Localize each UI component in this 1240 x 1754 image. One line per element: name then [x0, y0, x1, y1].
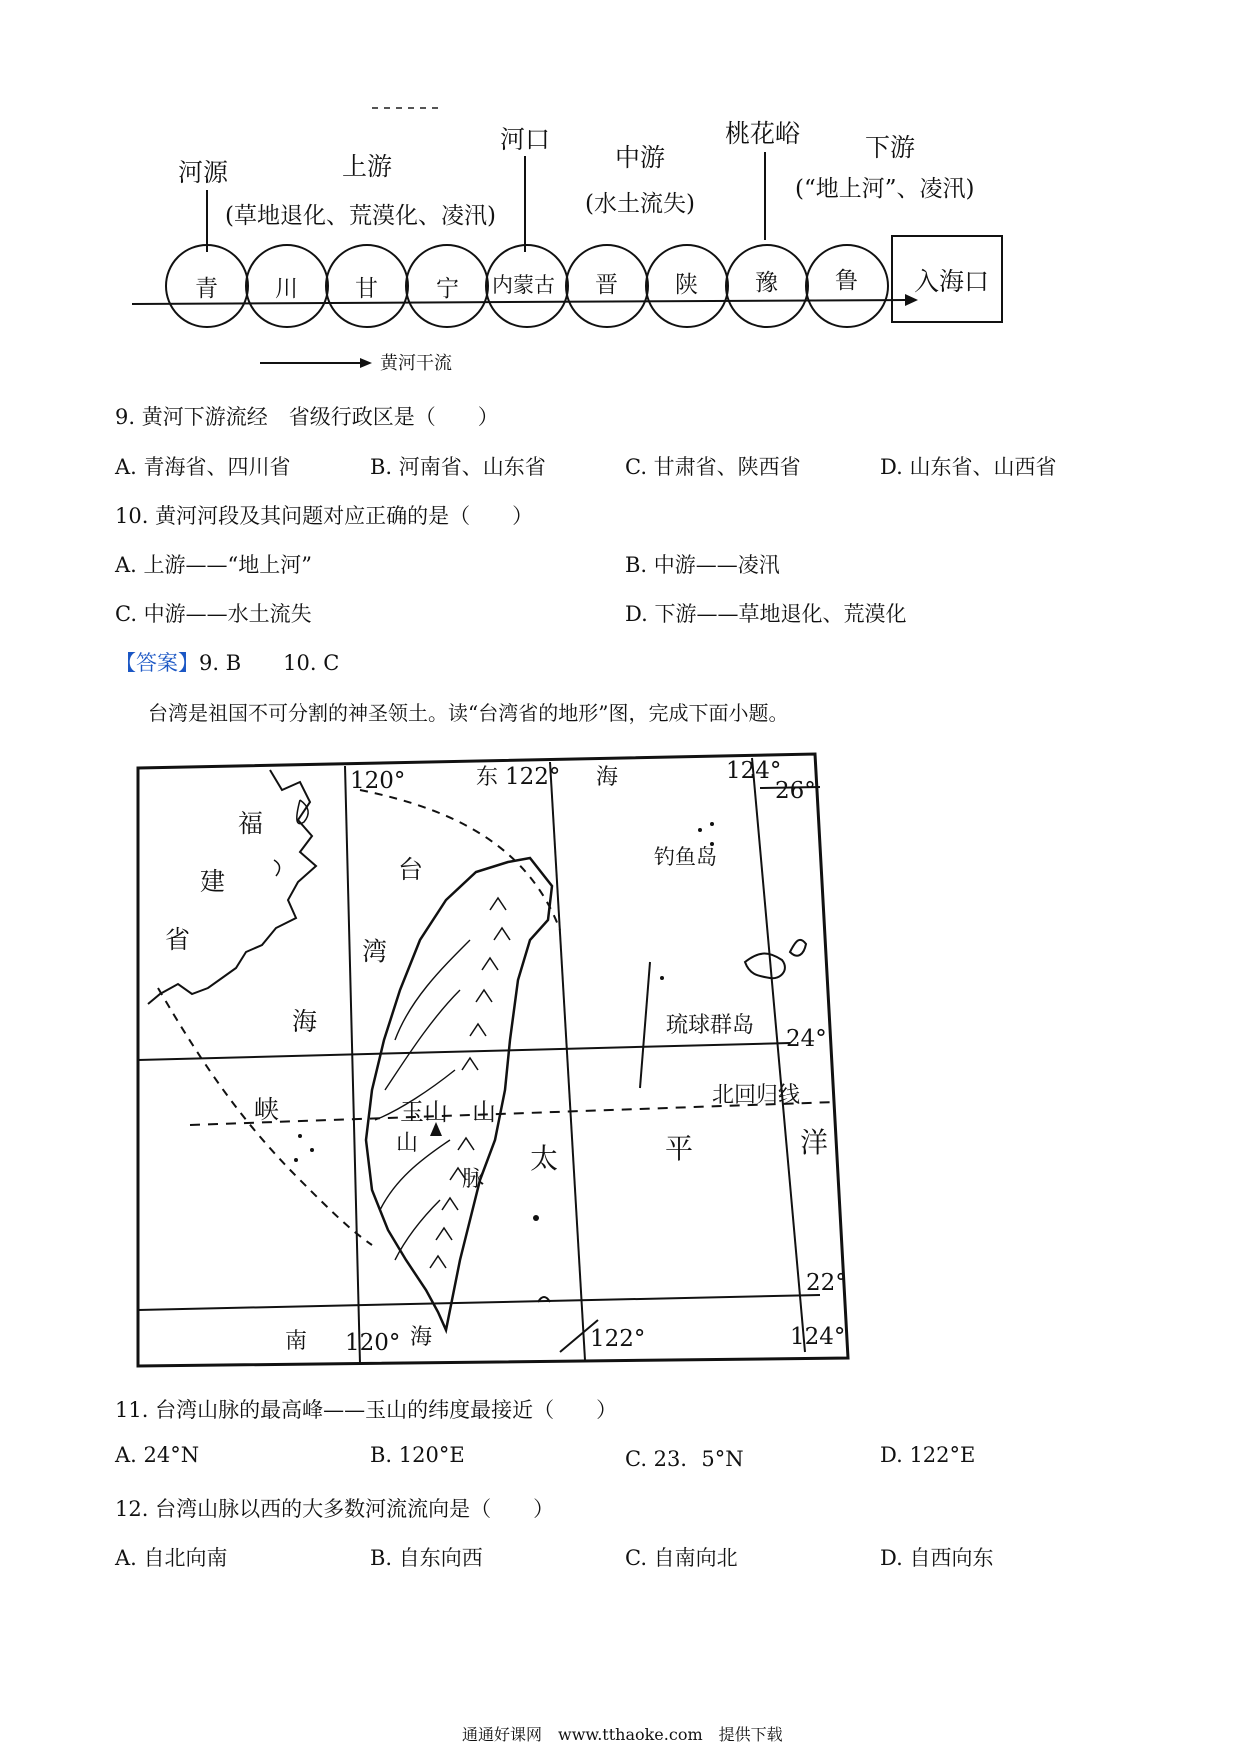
- map-shan-a: 山: [472, 1098, 496, 1126]
- label-lower-reach: 下游: [865, 133, 916, 162]
- map-east-sea-b: 海: [596, 765, 619, 790]
- province-yu: 豫: [755, 270, 778, 296]
- map-fu: 福: [238, 809, 264, 838]
- map-tai: 台: [398, 855, 424, 884]
- q9-option-c: C. 甘肃省、陕西省: [625, 455, 801, 479]
- map-lat22: 22°: [806, 1270, 847, 1296]
- q11-option-b: B. 120°E: [370, 1443, 465, 1467]
- label-sea-mouth: 入海口: [914, 267, 990, 296]
- map-shan-b: 山: [396, 1131, 419, 1156]
- map-south-b: 海: [410, 1325, 433, 1350]
- q10-option-a: A. 上游——“地上河”: [115, 553, 312, 577]
- taiwan-island: [366, 858, 552, 1330]
- question-12-stem: 12. 台湾山脉以西的大多数河流流向是（ ）: [115, 1497, 555, 1521]
- map-frame: [138, 754, 848, 1366]
- q12-option-d: D. 自西向东: [880, 1546, 994, 1570]
- taiwan-terrain-map: [0, 740, 1240, 1380]
- yellow-river-diagram: [0, 90, 1240, 380]
- map-wan: 湾: [362, 937, 388, 966]
- map-east-sea-a: 东: [476, 765, 499, 790]
- q11-option-a: A. 24°N: [115, 1443, 200, 1467]
- map-pacific-a: 太: [530, 1142, 559, 1175]
- label-taohuayu: 桃花峪: [725, 119, 801, 148]
- map-mai: 脉: [462, 1167, 485, 1192]
- label-middle-issues: (水土流失): [585, 191, 695, 217]
- province-jin: 晋: [595, 272, 618, 298]
- answer-line: [115, 647, 339, 677]
- q11-option-d: D. 122°E: [880, 1443, 976, 1467]
- province-chuan: 川: [275, 276, 298, 302]
- map-jian: 建: [200, 867, 226, 896]
- label-middle-reach: 中游: [615, 143, 666, 172]
- q9-option-d: D. 山东省、山西省: [880, 455, 1057, 479]
- map-lat26: 26°: [775, 778, 816, 804]
- q9-option-b: B. 河南省、山东省: [370, 455, 546, 479]
- answer-tag: 【答案】: [115, 651, 199, 675]
- map-lon124-bottom: 124°: [790, 1324, 846, 1350]
- label-lower-issues: (“地上河”、凌汛): [795, 176, 975, 202]
- map-lon122-bottom: 122°: [590, 1326, 646, 1352]
- q10-option-b: B. 中游——凌汛: [625, 553, 780, 577]
- question-9-stem: 9. 黄河下游流经 省级行政区是（ ）: [115, 405, 499, 429]
- footer-source: 通通好课网 www.tthaoke.com 提供下载: [462, 1725, 783, 1744]
- map-pacific-c: 洋: [800, 1126, 829, 1159]
- map-tropic: 北回归线: [712, 1083, 801, 1108]
- map-ryukyu: 琉球群岛: [666, 1013, 755, 1038]
- map-hai: 海: [292, 1007, 318, 1036]
- q12-option-c: C. 自南向北: [625, 1546, 738, 1570]
- map-lon122-top: 122°: [505, 764, 561, 790]
- q9-option-a: A. 青海省、四川省: [115, 455, 291, 479]
- province-shaan: 陕: [675, 272, 698, 298]
- map-yushan: 玉山: [400, 1098, 448, 1126]
- q10-option-c: C. 中游——水土流失: [115, 602, 312, 626]
- label-river-source: 河源: [178, 158, 229, 187]
- answer-text: 9. B 10. C: [199, 651, 340, 675]
- map-sheng: 省: [165, 925, 191, 954]
- province-lu: 鲁: [835, 268, 858, 294]
- question-11-stem: 11. 台湾山脉的最高峰——玉山的纬度最接近（ ）: [115, 1398, 618, 1422]
- label-upper-issues: (草地退化、荒漠化、凌汛): [225, 203, 496, 229]
- question-10-stem: 10. 黄河河段及其问题对应正确的是（ ）: [115, 504, 534, 528]
- label-main-stream: 黄河干流: [380, 353, 452, 374]
- map-lon120-top: 120°: [350, 768, 406, 794]
- map-diaoyu: 钓鱼岛: [654, 845, 717, 869]
- map-south-a: 南: [285, 1329, 308, 1354]
- province-qing: 青: [195, 276, 218, 302]
- q10-option-d: D. 下游——草地退化、荒漠化: [625, 602, 907, 626]
- fujian-coast: [148, 770, 316, 1004]
- province-gan: 甘: [355, 276, 378, 302]
- map-pacific-b: 平: [665, 1132, 694, 1165]
- intro-text: 台湾是祖国不可分割的神圣领土。读“台湾省的地形”图，完成下面小题。: [148, 701, 789, 725]
- q11-option-c: C. 23．5°N: [625, 1447, 744, 1471]
- label-upper-reach: 上游: [342, 152, 393, 181]
- q12-option-b: B. 自东向西: [370, 1546, 483, 1570]
- label-hekou: 河口: [500, 125, 551, 154]
- map-lon120-bottom: 120°: [345, 1330, 401, 1356]
- map-xia: 峡: [254, 1095, 280, 1124]
- map-lon124-top: 124°: [726, 758, 782, 784]
- province-neimenggu: 内蒙古: [492, 273, 555, 297]
- q12-option-a: A. 自北向南: [115, 1546, 228, 1570]
- map-lat24: 24°: [786, 1026, 827, 1052]
- province-ning: 宁: [436, 276, 459, 302]
